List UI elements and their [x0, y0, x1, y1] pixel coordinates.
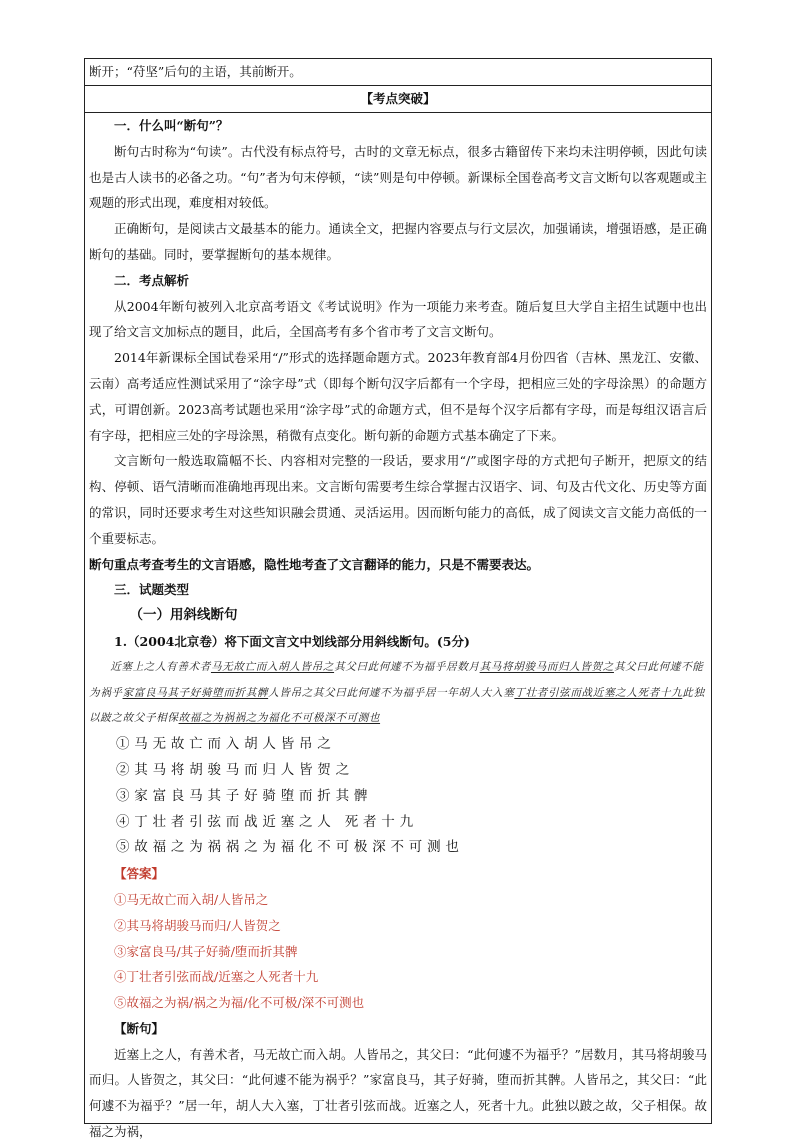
passage-plain: 此独以跛之故父子相保 [89, 686, 705, 725]
s1-paragraph-2: 正确断句，是阅读古文最基本的能力。通读全文，把握内容要点与行文层次，加强诵读，增强语感，是正确断句的基础。同时，要掌握断句的基本规律。 [89, 221, 707, 262]
option-3: ③家富良马其子好骑堕而折其髀 [116, 787, 373, 804]
option-2: ②其马将胡骏马而归人皆贺之 [116, 761, 354, 778]
duanju-heading: 【断句】 [114, 1020, 165, 1036]
s2-heading: 二．考点解析 [114, 272, 190, 288]
option-5: ⑤故福之为祸祸之为福化不可极深不可测也 [116, 839, 464, 856]
passage-underlined: 故福之为祸祸之为福化不可极深不可测也 [178, 712, 381, 725]
option-1: ①马无故亡而入胡人皆吊之 [116, 736, 336, 753]
top-row-text: 断开；“苻坚”后句的主语，其前断开。 [85, 59, 711, 86]
s2-paragraph-2: 2014年新课标全国试卷采用“/”形式的选择题命题方式。2023年教育部4月份四省（吉林、黑龙江、安徽、云南）高考适应性测试采用了“涂字母”式（即每个断句汉字后都有一个字母，把相应三处的字母涂黑）的命题方式，可谓创新。2023高考试题也采用“涂字母”式的命题方式，但不是每个汉字后都有字母，而是每组汉语言后有字母，把相应三处的字母涂黑，稍微有点变化。断句新的命题方式基本确定了下来。 [89, 350, 707, 443]
content-table [84, 58, 712, 1140]
s2-paragraph-4: 断句重点考查考生的文言语感，隐性地考查了文言翻译的能力，只是不需要表达。 [89, 556, 540, 572]
answer-3: ③家富良马/其子好骑/堕而折其髀 [114, 943, 298, 959]
option-4: ④丁壮者引弦而战近塞之人 死者十九 [116, 813, 418, 830]
answer-2: ②其马将胡骏马而归/人皆贺之 [114, 917, 281, 933]
answer-4: ④丁壮者引弦而战/近塞之人死者十九 [114, 969, 319, 985]
passage-underlined: 马无故亡而入胡人皆吊之 [210, 660, 335, 673]
s2-paragraph-3: 文言断句一般选取篇幅不长、内容相对完整的一段话，要求用“/”或图字母的方式把句子断开，把原文的结构、停顿、语气清晰而准确地再现出来。文言断句需要考生综合掌握古汉语字、词、句及古代文化、历史等方面的常识，同时还要求考生对这些知识融会贯通、灵活运用。因而断句能力的高低，成了阅读文言文能力高低的一个重要标志。 [89, 453, 707, 546]
section-title: 【考点突破】 [85, 86, 711, 113]
s1-paragraph-1: 断句古时称为“句读”。古代没有标点符号，古时的文章无标点，很多古籍留传下来均未注明停顿，因此句读也是古人读书的必备之功。“句”者为句末停顿，“读”则是句中停顿。新课标全国卷高考文言文断句以客观题或主观题的形式出现，难度相对较低。 [89, 143, 707, 211]
answer-heading: 【答案】 [114, 866, 165, 882]
passage-underlined: 家富良马其子好骑堕而折其髀 [122, 686, 269, 699]
s2-paragraph-1: 从2004年断句被列入北京高考语文《考试说明》作为一项能力来考查。随后复旦大学自主招生试题中也出现了给文言文加标点的题目，此后，全国高考有多个省市考了文言文断句。 [89, 298, 707, 340]
content-cell [85, 113, 711, 1140]
passage-plain: 近塞上之人有善术者 [110, 660, 211, 673]
answer-1: ①马无故亡而入胡/人皆吊之 [114, 891, 269, 907]
passage-underlined: 其马将胡骏马而归人皆贺之 [479, 660, 614, 673]
subsection-title: （一）用斜线断句 [129, 607, 238, 624]
passage-plain: 其父曰此何遽不为福乎居数月 [334, 660, 480, 673]
passage-plain: 其父曰此何遽不能为祸乎 [89, 660, 704, 699]
s1-heading: 一．什么叫“断句”？ [114, 118, 229, 133]
document-page [84, 58, 712, 1140]
duanju-paragraph: 近塞上之人，有善术者，马无故亡而入胡。人皆吊之，其父曰：“此何遽不为福乎？”居数月，其马将胡骏马而归。人皆贺之，其父曰：“此何遽不能为祸乎？”家富良马，其子好骑，堕而折其髀。人皆吊之，其父曰：“此何遽不为福乎？”居一年，胡人大入塞，丁壮者引弦而战。近塞之人，死者十九。此独以跛之故，父子相保。故福之为祸， [89, 1046, 707, 1140]
s3-heading: 三．试题类型 [114, 582, 190, 598]
answer-5: ⑤故福之为祸/祸之为福/化不可极/深不可测也 [114, 995, 365, 1011]
passage-plain: 人皆吊之其父曰此何遽不为福乎居一年胡人大入塞 [268, 686, 515, 699]
question-title: 1.（2004北京卷）将下面文言文中划线部分用斜线断句。(5分) [114, 633, 470, 649]
passage-underlined: 丁壮者引弦而战近塞之人死者十九 [514, 686, 683, 699]
classical-passage [89, 655, 707, 732]
